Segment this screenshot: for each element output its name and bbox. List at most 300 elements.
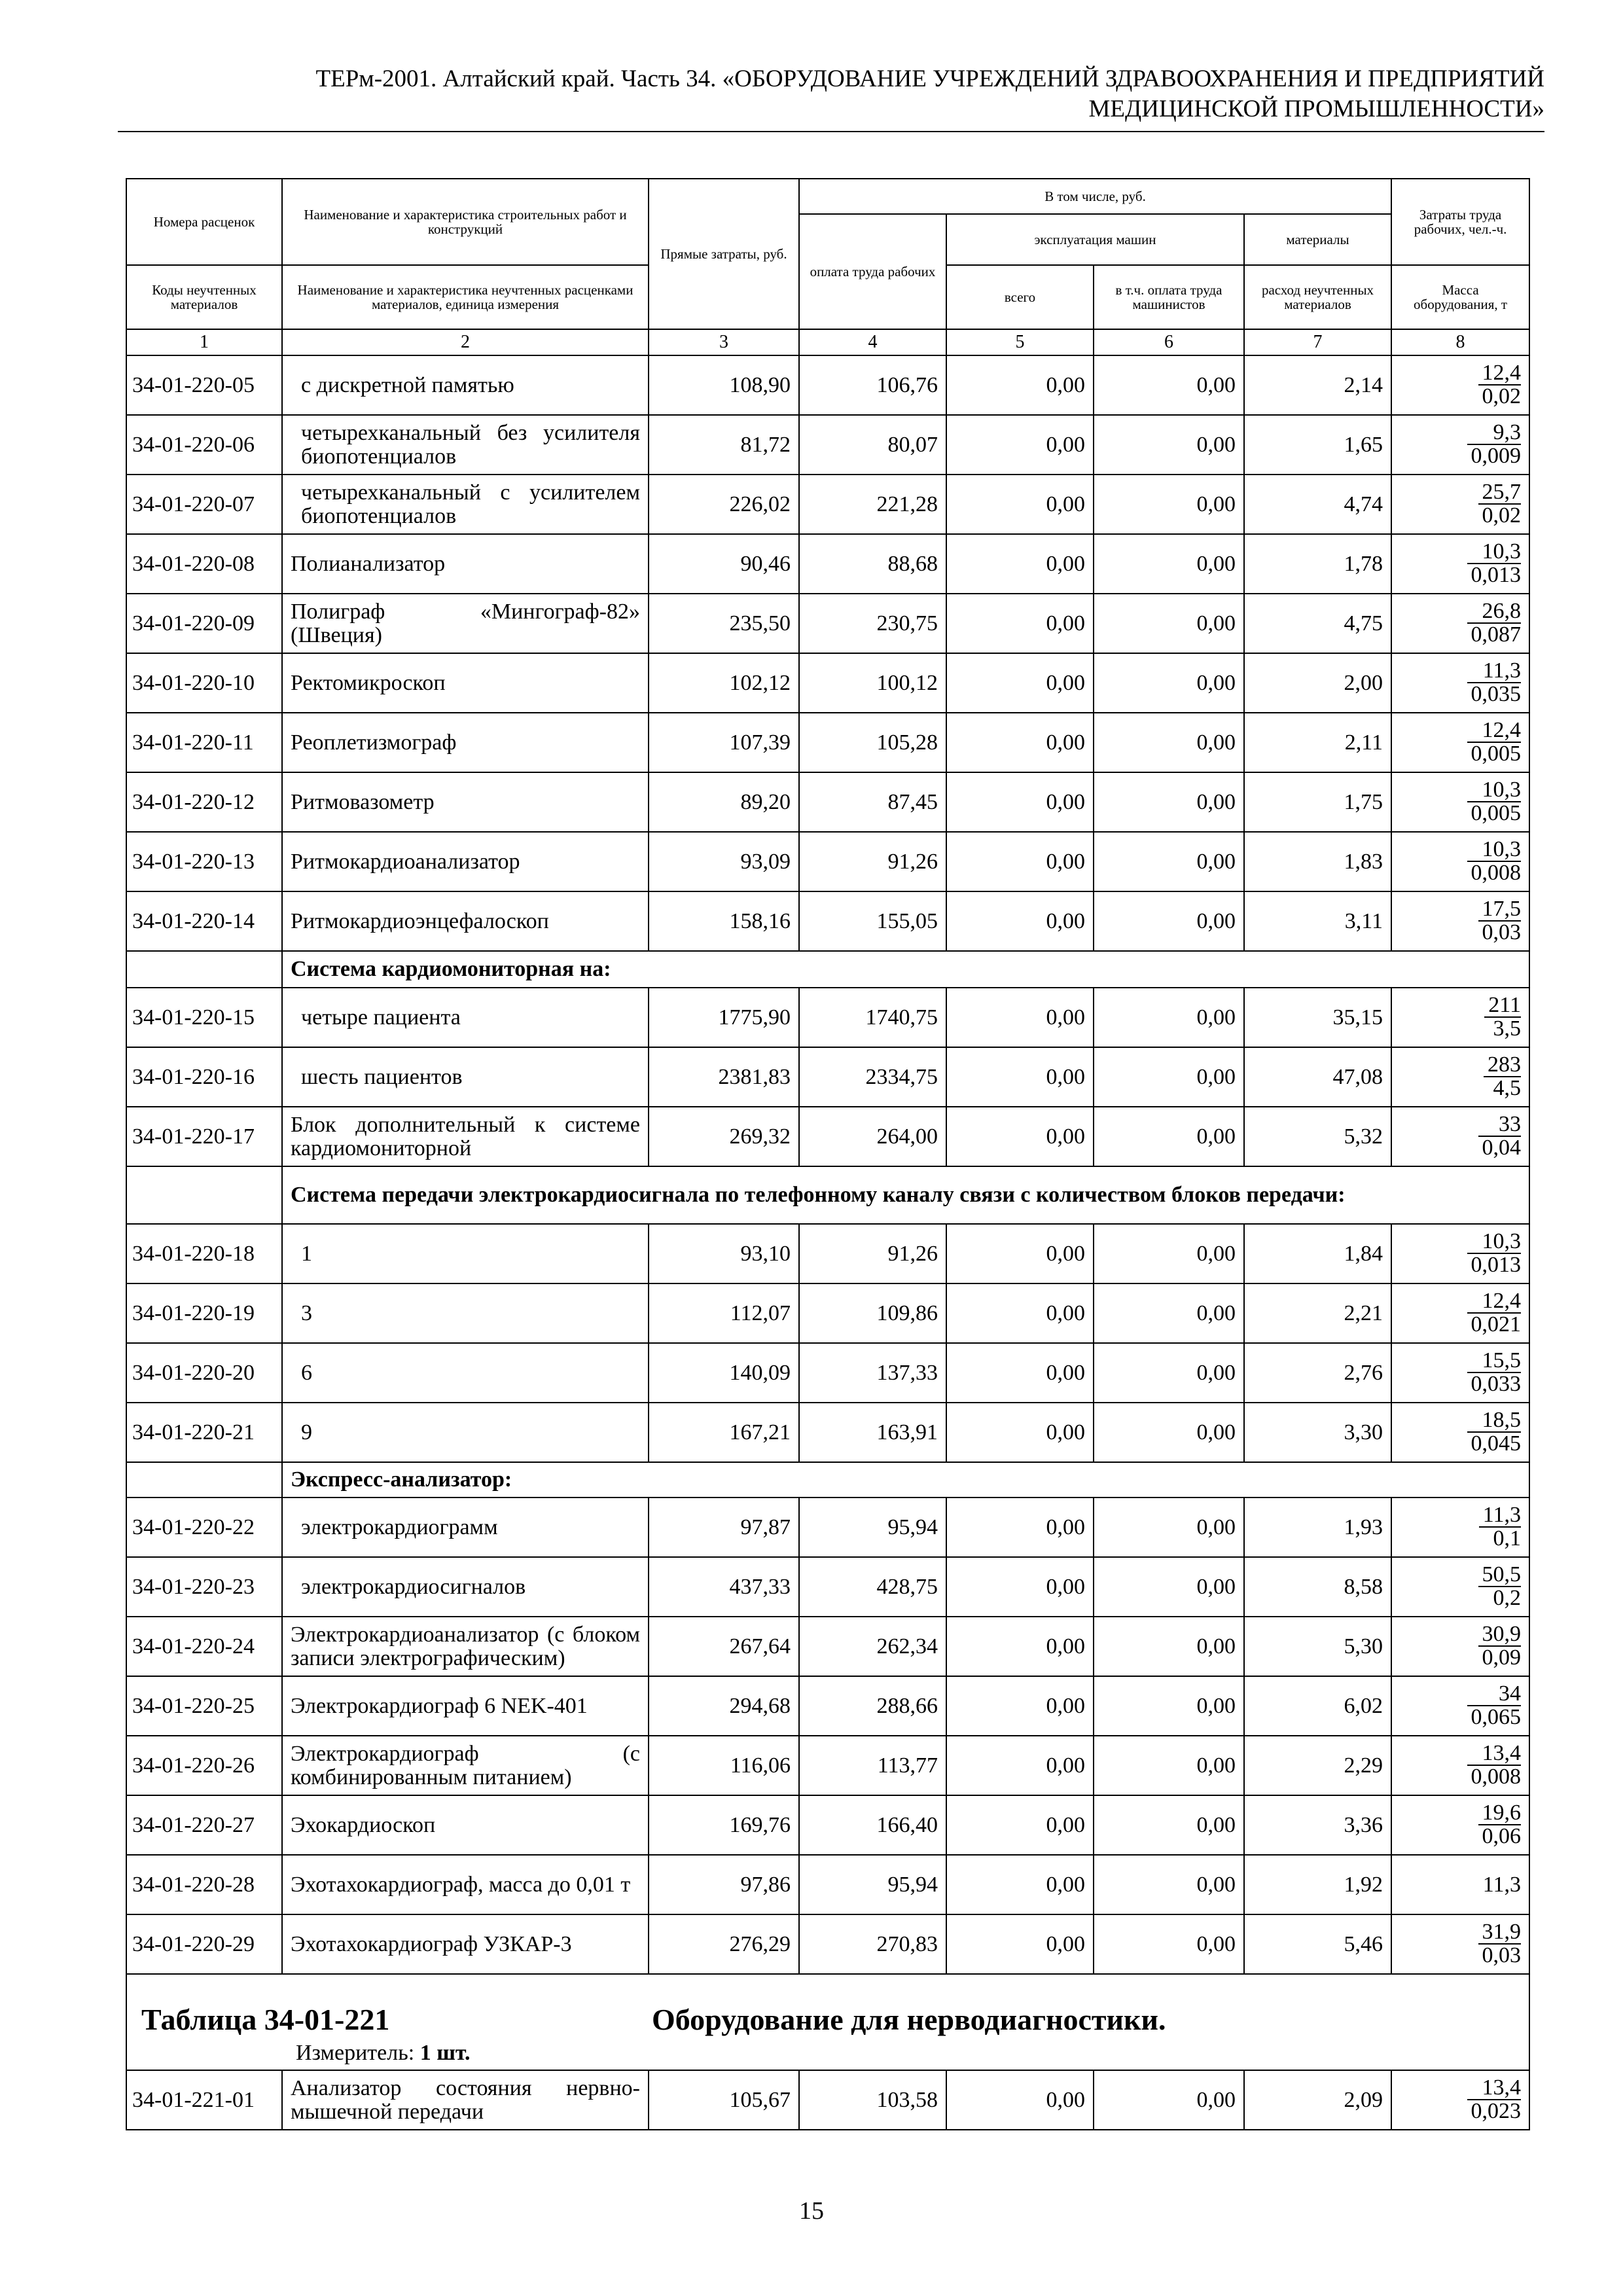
machinist-pay: 0,00: [1094, 832, 1244, 891]
machine-total: 0,00: [946, 415, 1094, 475]
direct-costs: 267,64: [649, 1617, 799, 1676]
table-221-heading: [126, 1974, 1529, 2070]
machine-total: 0,00: [946, 1855, 1094, 1914]
table-row: [126, 1914, 1529, 1974]
direct-costs: 90,46: [649, 534, 799, 594]
machinist-pay: 0,00: [1094, 1343, 1244, 1403]
worker-pay: 221,28: [799, 475, 946, 534]
labor-hours: 283: [1484, 1054, 1521, 1077]
machine-total: 0,00: [946, 1047, 1094, 1107]
machine-total: 0,00: [946, 988, 1094, 1047]
table-row: [126, 534, 1529, 594]
section-title: Экспресс-анализатор:: [282, 1462, 1529, 1498]
section-title: Система кардиомониторная на:: [282, 951, 1529, 988]
labor-mass-cell: [1391, 534, 1529, 594]
head-direct-costs: Прямые затраты, руб.: [649, 179, 799, 329]
machine-total: 0,00: [946, 1914, 1094, 1974]
table-row: [126, 653, 1529, 713]
rate-code: 34-01-220-20: [126, 1343, 282, 1403]
column-numbers-row: [126, 329, 1529, 355]
machinist-pay: 0,00: [1094, 594, 1244, 653]
table-row: [126, 594, 1529, 653]
machinist-pay: 0,00: [1094, 355, 1244, 415]
item-name: Полиграф «Мингограф-82» (Швеция): [282, 594, 649, 653]
rate-code: 34-01-220-06: [126, 415, 282, 475]
page-number: 15: [799, 2197, 824, 2225]
group-b-body: [126, 988, 1529, 1166]
machinist-pay: 0,00: [1094, 1795, 1244, 1855]
column-number: 5: [946, 329, 1094, 355]
direct-costs: 108,90: [649, 355, 799, 415]
materials-cost: 4,75: [1244, 594, 1391, 653]
labor-mass-cell: [1391, 1224, 1529, 1283]
header-rule: [118, 131, 1544, 132]
machine-total: 0,00: [946, 1736, 1094, 1795]
fraction: [1467, 1290, 1522, 1336]
materials-cost: 35,15: [1244, 988, 1391, 1047]
labor-mass-cell: [1391, 475, 1529, 534]
table-row: [126, 1736, 1529, 1795]
fraction: [1467, 1409, 1522, 1455]
labor-mass-cell: [1391, 1617, 1529, 1676]
materials-cost: 1,83: [1244, 832, 1391, 891]
labor-hours: 30,9: [1478, 1623, 1522, 1647]
materials-cost: 47,08: [1244, 1047, 1391, 1107]
head-unaccounted-materials: расход неучтенных материалов: [1244, 265, 1391, 329]
table-row: [126, 415, 1529, 475]
column-number: 4: [799, 329, 946, 355]
direct-costs: 235,50: [649, 594, 799, 653]
equipment-mass: 0,008: [1471, 1765, 1522, 1789]
rate-code: 34-01-220-17: [126, 1107, 282, 1166]
direct-costs: 2381,83: [649, 1047, 799, 1107]
item-name: электрокардиограмм: [282, 1498, 649, 1557]
fraction: [1478, 898, 1522, 944]
direct-costs: 116,06: [649, 1736, 799, 1795]
equipment-mass: 0,005: [1471, 801, 1522, 825]
header-line-1: ТЕРм-2001. Алтайский край. Часть 34. «ОБОРУДОВАНИЕ УЧРЕЖДЕНИЙ ЗДРАВООХРАНЕНИЯ И ПРЕДПРИЯТИЙ: [315, 65, 1544, 92]
machine-total: 0,00: [946, 594, 1094, 653]
labor-mass-cell: [1391, 772, 1529, 832]
labor-mass-cell: [1391, 1283, 1529, 1343]
worker-pay: 91,26: [799, 1224, 946, 1283]
head-materials: материалы: [1244, 214, 1391, 265]
fraction: [1467, 1350, 1522, 1395]
labor-hours: 19,6: [1478, 1802, 1522, 1825]
item-name: четырехканальный с усилителем биопотенциалов: [282, 475, 649, 534]
machinist-pay: 0,00: [1094, 1403, 1244, 1462]
table-row: [126, 891, 1529, 951]
materials-cost: 3,30: [1244, 1403, 1391, 1462]
head-equipment-mass: Масса оборудования, т: [1391, 265, 1529, 329]
group-e-body: [126, 2070, 1529, 2130]
labor-mass-cell: [1391, 1403, 1529, 1462]
equipment-mass: 0,06: [1482, 1824, 1522, 1848]
labor-hours: 50,5: [1478, 1564, 1522, 1587]
materials-cost: 2,11: [1244, 713, 1391, 772]
labor-hours: 13,4: [1467, 1742, 1522, 1766]
labor-hours: 18,5: [1467, 1409, 1522, 1433]
machinist-pay: 0,00: [1094, 1283, 1244, 1343]
rate-code: 34-01-220-28: [126, 1855, 282, 1914]
machinist-pay: 0,00: [1094, 653, 1244, 713]
table-row: [126, 1795, 1529, 1855]
table-row: [126, 1855, 1529, 1914]
worker-pay: 113,77: [799, 1736, 946, 1795]
labor-hours: 211: [1484, 994, 1521, 1018]
equipment-mass: 0,021: [1471, 1312, 1522, 1336]
machinist-pay: 0,00: [1094, 1855, 1244, 1914]
table-row: [126, 1557, 1529, 1617]
equipment-mass: 0,09: [1482, 1645, 1522, 1670]
fraction: [1467, 719, 1522, 765]
machinist-pay: 0,00: [1094, 772, 1244, 832]
machine-total: 0,00: [946, 772, 1094, 832]
worker-pay: 264,00: [799, 1107, 946, 1166]
direct-costs: 81,72: [649, 415, 799, 475]
direct-costs: 102,12: [649, 653, 799, 713]
fraction: [1467, 422, 1522, 467]
section-title: Система передачи электрокардиосигнала по телефонному каналу связи с количеством блоков передачи:: [282, 1166, 1529, 1224]
group-a-body: [126, 355, 1529, 951]
equipment-mass: 0,02: [1482, 503, 1522, 528]
head-machine-total: всего: [946, 265, 1094, 329]
direct-costs: 294,68: [649, 1676, 799, 1736]
labor-hours: 11,3: [1482, 1872, 1522, 1897]
materials-cost: 1,78: [1244, 534, 1391, 594]
fraction: [1479, 1504, 1521, 1550]
rate-code: 34-01-220-15: [126, 988, 282, 1047]
machinist-pay: 0,00: [1094, 534, 1244, 594]
machine-total: 0,00: [946, 1617, 1094, 1676]
machine-total: 0,00: [946, 534, 1094, 594]
head-material-codes: Коды неучтенных материалов: [126, 265, 282, 329]
labor-hours: 10,3: [1467, 541, 1522, 564]
rate-code: 34-01-220-22: [126, 1498, 282, 1557]
machinist-pay: 0,00: [1094, 1736, 1244, 1795]
fraction: [1467, 541, 1522, 586]
materials-cost: 2,21: [1244, 1283, 1391, 1343]
direct-costs: 97,86: [649, 1855, 799, 1914]
head-material-names: Наименование и характеристика неучтенных расценками материалов, единица измерения: [282, 265, 649, 329]
machinist-pay: 0,00: [1094, 1498, 1244, 1557]
table-row: [126, 2070, 1529, 2130]
worker-pay: 230,75: [799, 594, 946, 653]
direct-costs: 1775,90: [649, 988, 799, 1047]
table-row: [126, 713, 1529, 772]
labor-hours: 12,4: [1467, 1290, 1522, 1314]
labor-mass-cell: [1391, 1047, 1529, 1107]
materials-cost: 1,93: [1244, 1498, 1391, 1557]
item-name: Ритмокардиоанализатор: [282, 832, 649, 891]
direct-costs: 269,32: [649, 1107, 799, 1166]
machinist-pay: 0,00: [1094, 1676, 1244, 1736]
table-row: [126, 832, 1529, 891]
item-name: Ритмокардиоэнцефалоскоп: [282, 891, 649, 951]
materials-cost: 5,32: [1244, 1107, 1391, 1166]
labor-mass-cell: [1391, 1107, 1529, 1166]
head-worker-pay: оплата труда рабочих: [799, 214, 946, 329]
machine-total: 0,00: [946, 653, 1094, 713]
item-name: Эхокардиоскоп: [282, 1795, 649, 1855]
item-name: Электрокардиограф 6 NEK-401: [282, 1676, 649, 1736]
table-row: [126, 1047, 1529, 1107]
materials-cost: 5,30: [1244, 1617, 1391, 1676]
table-row: [126, 1498, 1529, 1557]
machine-total: 0,00: [946, 713, 1094, 772]
worker-pay: 428,75: [799, 1557, 946, 1617]
rate-code: 34-01-220-18: [126, 1224, 282, 1283]
item-name: четыре пациента: [282, 988, 649, 1047]
equipment-mass: 0,008: [1471, 861, 1522, 885]
table-row: [126, 772, 1529, 832]
equipment-mass: 0,04: [1482, 1136, 1522, 1160]
measure-unit: [135, 2041, 471, 2065]
head-including: В том числе, руб.: [799, 179, 1391, 214]
fraction: [1467, 1230, 1522, 1276]
fraction: [1467, 779, 1522, 825]
direct-costs: 105,67: [649, 2070, 799, 2130]
labor-mass-cell: [1391, 1557, 1529, 1617]
labor-hours: 26,8: [1467, 600, 1522, 624]
table-head: [126, 179, 1529, 355]
machinist-pay: 0,00: [1094, 1914, 1244, 1974]
direct-costs: 97,87: [649, 1498, 799, 1557]
direct-costs: 112,07: [649, 1283, 799, 1343]
rate-code: 34-01-220-12: [126, 772, 282, 832]
fraction: [1478, 1802, 1522, 1848]
labor-mass-cell: [1391, 1855, 1529, 1914]
labor-hours: 25,7: [1478, 481, 1522, 505]
materials-cost: 2,09: [1244, 2070, 1391, 2130]
machinist-pay: 0,00: [1094, 415, 1244, 475]
labor-mass-cell: [1391, 1914, 1529, 1974]
column-number: 7: [1244, 329, 1391, 355]
worker-pay: 288,66: [799, 1676, 946, 1736]
rate-code: 34-01-220-05: [126, 355, 282, 415]
machine-total: 0,00: [946, 1224, 1094, 1283]
machine-total: 0,00: [946, 1403, 1094, 1462]
column-number: 3: [649, 329, 799, 355]
head-machinist-pay: в т.ч. оплата труда машинистов: [1094, 265, 1244, 329]
fraction: [1484, 1054, 1521, 1100]
labor-mass-cell: [1391, 594, 1529, 653]
column-number: 1: [126, 329, 282, 355]
equipment-mass: 0,033: [1471, 1372, 1522, 1396]
equipment-mass: 4,5: [1493, 1076, 1522, 1100]
labor-mass-cell: [1391, 1676, 1529, 1736]
column-number: 8: [1391, 329, 1529, 355]
materials-cost: 3,36: [1244, 1795, 1391, 1855]
materials-cost: 1,75: [1244, 772, 1391, 832]
measure-unit-value: 1 шт.: [419, 2041, 471, 2065]
fraction: [1478, 1564, 1522, 1609]
group-d-body: [126, 1498, 1529, 1974]
worker-pay: 109,86: [799, 1283, 946, 1343]
materials-cost: 1,65: [1244, 415, 1391, 475]
machine-total: 0,00: [946, 891, 1094, 951]
materials-cost: 2,00: [1244, 653, 1391, 713]
labor-hours: 33: [1478, 1113, 1522, 1137]
direct-costs: 158,16: [649, 891, 799, 951]
machine-total: 0,00: [946, 2070, 1094, 2130]
worker-pay: 95,94: [799, 1855, 946, 1914]
labor-hours: 10,3: [1467, 1230, 1522, 1254]
item-name: 6: [282, 1343, 649, 1403]
worker-pay: 100,12: [799, 653, 946, 713]
labor-hours: 12,4: [1467, 719, 1522, 743]
fraction: [1467, 838, 1522, 884]
item-name: 3: [282, 1283, 649, 1343]
machinist-pay: 0,00: [1094, 475, 1244, 534]
labor-hours: 11,3: [1467, 660, 1522, 683]
materials-cost: 2,14: [1244, 355, 1391, 415]
machinist-pay: 0,00: [1094, 1224, 1244, 1283]
machinist-pay: 0,00: [1094, 1557, 1244, 1617]
materials-cost: 2,76: [1244, 1343, 1391, 1403]
equipment-mass: 0,023: [1471, 2099, 1522, 2123]
machinist-pay: 0,00: [1094, 1617, 1244, 1676]
worker-pay: 95,94: [799, 1498, 946, 1557]
item-name: четырехканальный без усилителя биопотенциалов: [282, 415, 649, 475]
measure-unit-label: Измеритель:: [296, 2041, 415, 2065]
fraction: [1478, 1623, 1522, 1669]
table-row: [126, 475, 1529, 534]
rate-code: 34-01-220-26: [126, 1736, 282, 1795]
item-name: Ректомикроскоп: [282, 653, 649, 713]
labor-hours: 9,3: [1467, 422, 1522, 445]
labor-mass-cell: [1391, 988, 1529, 1047]
worker-pay: 166,40: [799, 1795, 946, 1855]
table-row: [126, 1224, 1529, 1283]
fraction: [1484, 994, 1521, 1040]
header-line-2: МЕДИЦИНСКОЙ ПРОМЫШЛЕННОСТИ»: [1088, 96, 1544, 122]
equipment-mass: 0,013: [1471, 1253, 1522, 1277]
machine-total: 0,00: [946, 1107, 1094, 1166]
direct-costs: 276,29: [649, 1914, 799, 1974]
section-c: [126, 1166, 1529, 1224]
machinist-pay: 0,00: [1094, 1047, 1244, 1107]
direct-costs: 169,76: [649, 1795, 799, 1855]
item-name: Эхотахокардиограф, масса до 0,01 т: [282, 1855, 649, 1914]
machinist-pay: 0,00: [1094, 713, 1244, 772]
rate-code: 34-01-220-16: [126, 1047, 282, 1107]
worker-pay: 87,45: [799, 772, 946, 832]
table-row: [126, 1107, 1529, 1166]
materials-cost: 8,58: [1244, 1557, 1391, 1617]
direct-costs: 226,02: [649, 475, 799, 534]
item-name: с дискретной памятью: [282, 355, 649, 415]
table-row: [126, 1343, 1529, 1403]
equipment-mass: 0,009: [1471, 444, 1522, 468]
labor-mass-cell: [1391, 713, 1529, 772]
fraction: [1467, 1683, 1522, 1729]
fraction: [1478, 1921, 1522, 1967]
labor-mass-cell: [1391, 1343, 1529, 1403]
labor-hours: 10,3: [1467, 838, 1522, 862]
fraction: [1478, 481, 1522, 527]
rate-code: 34-01-220-07: [126, 475, 282, 534]
equipment-mass: 0,065: [1471, 1705, 1522, 1729]
machinist-pay: 0,00: [1094, 1107, 1244, 1166]
machine-total: 0,00: [946, 1343, 1094, 1403]
machinist-pay: 0,00: [1094, 988, 1244, 1047]
equipment-mass: 0,013: [1471, 563, 1522, 587]
direct-costs: 167,21: [649, 1403, 799, 1462]
rates-table: [126, 178, 1530, 2130]
head-rate-number: Номера расценок: [126, 179, 282, 265]
table-row: [126, 1403, 1529, 1462]
equipment-mass: 0,1: [1493, 1526, 1522, 1551]
direct-costs: 93,09: [649, 832, 799, 891]
table-title: Оборудование для нерводиагностики.: [652, 2003, 1166, 2036]
table-row: [126, 355, 1529, 415]
materials-cost: 1,92: [1244, 1855, 1391, 1914]
item-name: Анализатор состояния нервно-мышечной передачи: [282, 2070, 649, 2130]
labor-mass-cell: [1391, 415, 1529, 475]
equipment-mass: 0,005: [1471, 742, 1522, 766]
materials-cost: 6,02: [1244, 1676, 1391, 1736]
worker-pay: 2334,75: [799, 1047, 946, 1107]
worker-pay: 262,34: [799, 1617, 946, 1676]
item-name: Электрокардиограф (с комбинированным питанием): [282, 1736, 649, 1795]
item-name: Эхотахокардиограф УЗКАР-3: [282, 1914, 649, 1974]
table-row: [126, 988, 1529, 1047]
rate-code: 34-01-221-01: [126, 2070, 282, 2130]
section-b: [126, 951, 1529, 988]
machinist-pay: 0,00: [1094, 891, 1244, 951]
rate-code: 34-01-220-13: [126, 832, 282, 891]
rate-code: 34-01-220-08: [126, 534, 282, 594]
equipment-mass: 0,03: [1482, 920, 1522, 944]
worker-pay: 88,68: [799, 534, 946, 594]
equipment-mass: 0,02: [1482, 384, 1522, 408]
fraction: [1478, 1113, 1522, 1159]
machinist-pay: 0,00: [1094, 2070, 1244, 2130]
worker-pay: 270,83: [799, 1914, 946, 1974]
materials-cost: 2,29: [1244, 1736, 1391, 1795]
worker-pay: 106,76: [799, 355, 946, 415]
labor-mass-cell: [1391, 2070, 1529, 2130]
worker-pay: 1740,75: [799, 988, 946, 1047]
rate-code: 34-01-220-21: [126, 1403, 282, 1462]
worker-pay: 105,28: [799, 713, 946, 772]
head-labor-costs: Затраты труда рабочих, чел.-ч.: [1391, 179, 1529, 265]
rate-code: 34-01-220-14: [126, 891, 282, 951]
item-name: 9: [282, 1403, 649, 1462]
column-number: 6: [1094, 329, 1244, 355]
item-name: Электрокардиоанализатор (с блоком записи электрографическим): [282, 1617, 649, 1676]
equipment-mass: 3,5: [1493, 1016, 1522, 1041]
machine-total: 0,00: [946, 1498, 1094, 1557]
machine-total: 0,00: [946, 1283, 1094, 1343]
table-row: [126, 1617, 1529, 1676]
rate-code: 34-01-220-19: [126, 1283, 282, 1343]
direct-costs: 93,10: [649, 1224, 799, 1283]
labor-hours: 31,9: [1478, 1921, 1522, 1945]
fraction: [1467, 2077, 1522, 2123]
worker-pay: 103,58: [799, 2070, 946, 2130]
group-c-body: [126, 1224, 1529, 1462]
item-name: Полианализатор: [282, 534, 649, 594]
labor-hours: 15,5: [1467, 1350, 1522, 1373]
running-header: [118, 64, 1544, 124]
direct-costs: 107,39: [649, 713, 799, 772]
item-name: Блок дополнительный к системе кардиомониторной: [282, 1107, 649, 1166]
rate-code: 34-01-220-25: [126, 1676, 282, 1736]
machine-total: 0,00: [946, 355, 1094, 415]
machine-total: 0,00: [946, 475, 1094, 534]
